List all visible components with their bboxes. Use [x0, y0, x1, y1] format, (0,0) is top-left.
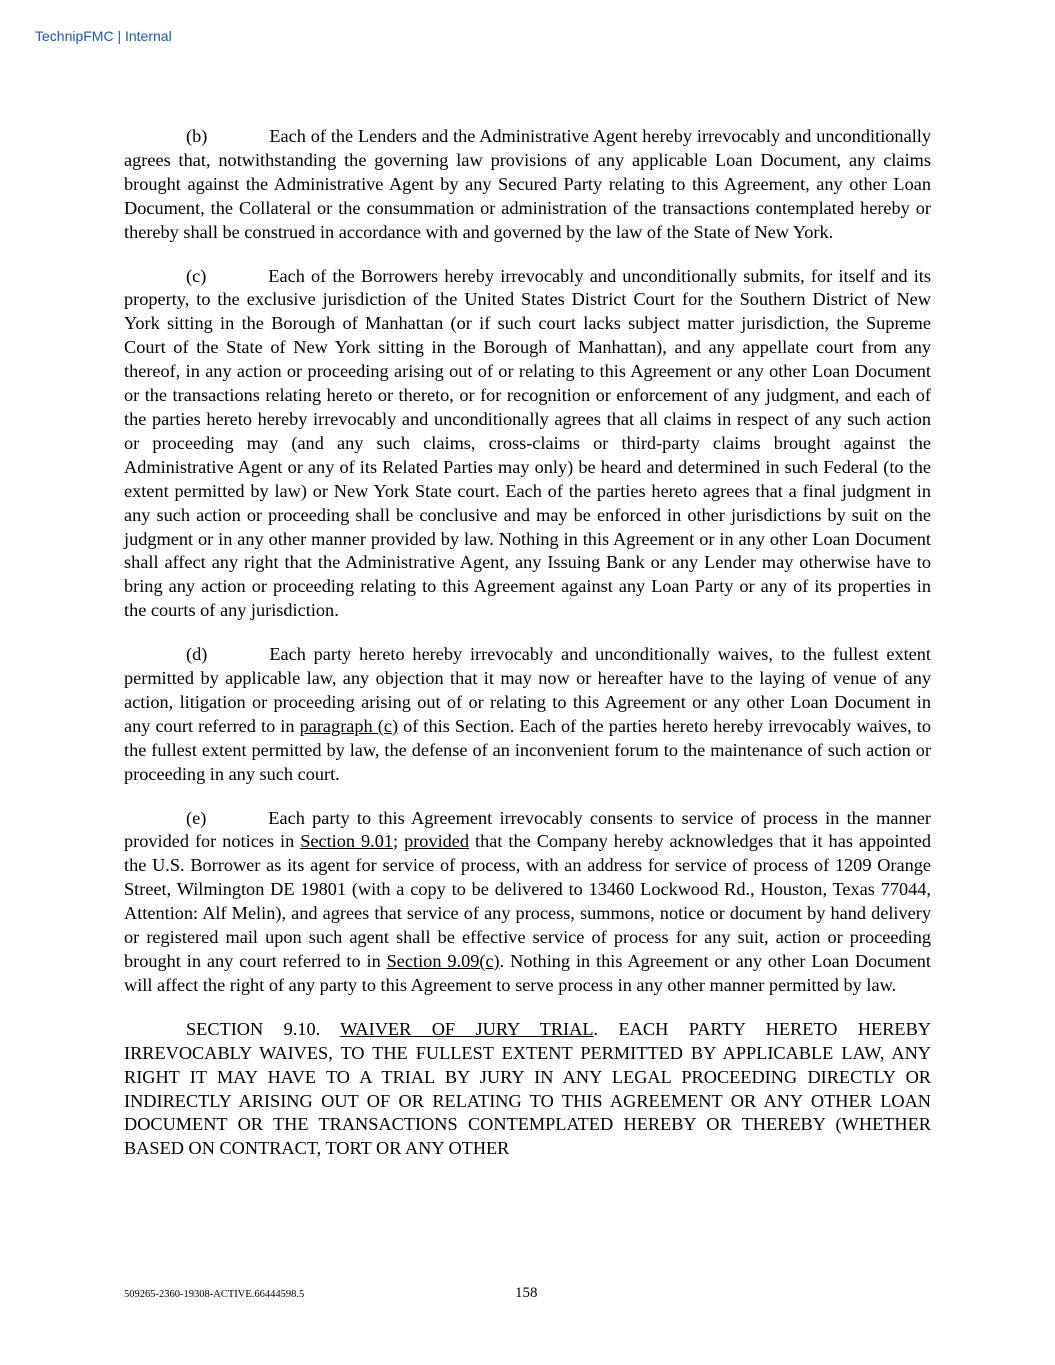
paragraph-c	[124, 265, 931, 624]
section-9-10-heading: WAIVER OF JURY TRIAL	[340, 1018, 594, 1039]
paragraph-d-label: (d)	[186, 644, 208, 665]
paragraph-e-text-4: . Nothing in this Agreement or any other Loan Document will affect the right of any party to this Agreement to serve process in any other manner permitted by law.	[124, 951, 931, 995]
document-body	[124, 125, 931, 1181]
paragraph-b-text: Each of the Lenders and the Administrative Agent hereby irrevocably and unconditionally agrees that, notwithstanding the governing law provisions of any applicable Loan Document, any claims brought against the Administrative Agent by any Secured Party relating to this Agreement, any other Loan Document, the Collateral or the consummation or administration of the transactions contemplated hereby or thereby shall be construed in accordance with and governed by the law of the State of New York.	[124, 126, 931, 242]
paragraph-d-text: Each party hereto hereby irrevocably and unconditionally waives, to the fullest extent permitted by applicable law, any objection that it may now or hereafter have to the laying of venue of any action, litigation or proceeding arising out of or relating to this Agreement or any other Loan Document in any court referred to in	[124, 644, 931, 736]
paragraph-b-label: (b)	[186, 126, 208, 146]
paragraph-b	[124, 125, 931, 245]
paragraph-c-reference[interactable]: paragraph (c)	[299, 715, 399, 736]
section-9-10-text: . EACH PARTY HERETO HEREBY IRREVOCABLY WAIVES, TO THE FULLEST EXTENT PERMITTED BY APPLICABLE LAW, ANY RIGHT IT MAY HAVE TO A TRIAL BY JURY IN ANY LEGAL PROCEEDING DIRECTLY OR INDIRECTLY ARISING OUT OF OR RELATING TO THIS AGREEMENT OR ANY OTHER LOAN DOCUMENT OR THE TRANSACTIONS CONTEMPLATED HEREBY OR THEREBY (WHETHER BASED ON CONTRACT, TORT OR ANY OTHER	[124, 1018, 931, 1159]
paragraph-c-label: (c)	[186, 265, 207, 286]
provided-term: provided	[404, 831, 470, 852]
paragraph-e-text-3: that the Company hereby acknowledges that it has appointed the U.S. Borrower as its agent for service of process, with an address for service of process of 1209 Orange Street, Wilmington DE 19801 (with a copy to be delivered to 13460 Lockwood Rd., Houston, Texas 77044, Attention: Alf Melin), and agrees that service of any process, summons, notice or document by hand delivery or registered mail upon such agent shall be effective service of process for any suit, action or proceeding brought in any court referred to in	[124, 831, 931, 971]
document-id: 509265-2360-19308-ACTIVE.66444598.5	[124, 1289, 305, 1300]
paragraph-d	[124, 643, 931, 786]
paragraph-e	[124, 807, 931, 998]
section-9-09c-reference[interactable]: Section 9.09(c)	[386, 951, 500, 971]
paragraph-d-text-2: of this Section. Each of the parties hereto hereby irrevocably waives, to the fullest extent permitted by law, the defense of an inconvenient forum to the maintenance of such action or proceeding in any such court.	[124, 715, 931, 784]
section-9-10-label: SECTION 9.10.	[186, 1018, 321, 1039]
classification-label: TechnipFMC | Internal	[35, 28, 172, 44]
section-9-01-reference[interactable]: Section 9.01	[300, 831, 394, 852]
paragraph-e-text: Each party to this Agreement irrevocably consents to service of process in the manner provided for notices in	[124, 807, 931, 852]
paragraph-e-label: (e)	[186, 807, 207, 828]
paragraph-e-text-2: ;	[393, 831, 405, 852]
section-9-10	[124, 1018, 931, 1161]
paragraph-c-text: Each of the Borrowers hereby irrevocably and unconditionally submits, for itself and its property, to the exclusive jurisdiction of the United States District Court for the Southern District of New York sitting in the Borough of Manhattan (or if such court lacks subject matter jurisdiction, the Supreme Court of the State of New York sitting in the Borough of Manhattan), and any appellate court from any thereof, in any action or proceeding arising out of or relating to this Agreement or any other Loan Document or the transactions relating hereto or thereto, or for recognition or enforcement of any judgment, and each of the parties hereto hereby irrevocably and unconditionally agrees that all claims in respect of any such action or proceeding may (and any such claims, cross-claims or third-party claims brought against the Administrative Agent or any of its Related Parties may only) be heard and determined in such Federal (to the extent permitted by law) or New York State court. Each of the parties hereto agrees that a final judgment in any such action or proceeding shall be conclusive and may be enforced in other jurisdictions by suit on the judgment or in any other manner provided by law. Nothing in this Agreement or in any other Loan Document shall affect any right that the Administrative Agent, any Issuing Bank or any Lender may otherwise have to bring any action or proceeding relating to this Agreement against any Loan Party or any of its properties in the courts of any jurisdiction.	[124, 265, 931, 621]
page-number: 158	[515, 1285, 538, 1301]
